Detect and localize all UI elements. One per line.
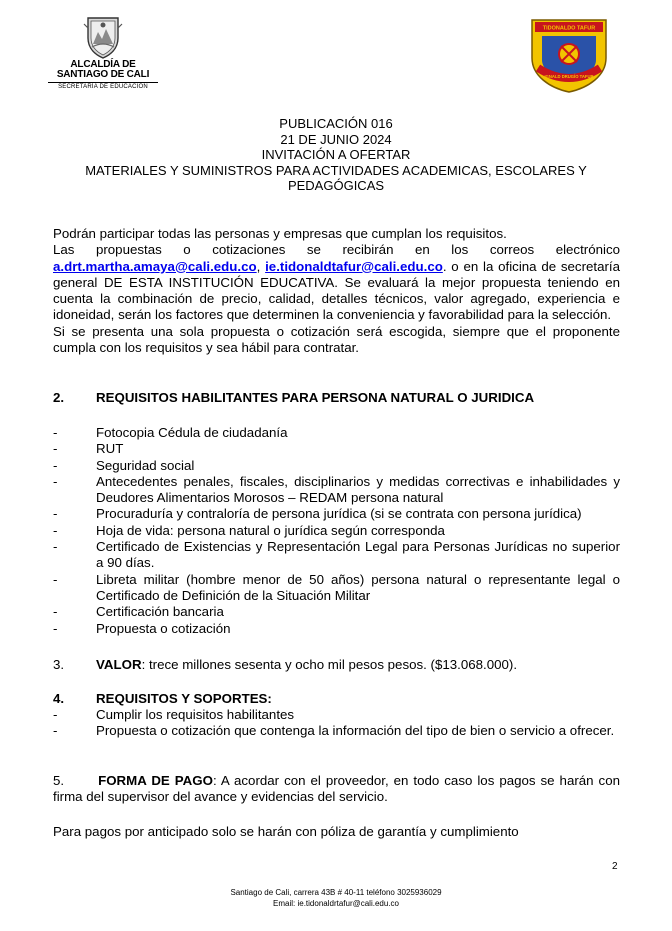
section-5-label: FORMA DE PAGO xyxy=(98,773,213,788)
email-link-coordinator[interactable]: a.drt.martha.amaya@cali.edu.co xyxy=(53,258,257,274)
school-shield-icon xyxy=(528,16,610,94)
alcaldia-logo xyxy=(48,14,158,92)
intro-section xyxy=(53,226,620,356)
list-item: - Procuraduría y contraloría de persona jurídica (si se contrata con persona jurídica) xyxy=(53,506,582,522)
intro-paragraph-3: Si se presenta una sola propuesta o cotización será escogida, siempre que el proponente cumpla con los requisitos y sea hábil para contratar. xyxy=(53,323,620,356)
section-3 xyxy=(53,657,620,673)
section-2-title: REQUISITOS HABILITANTES PARA PERSONA NATURAL O JURIDICA xyxy=(96,390,535,405)
section-4-heading xyxy=(53,691,620,707)
section-4-list xyxy=(53,707,620,740)
list-item: - Fotocopia Cédula de ciudadanía xyxy=(53,425,288,440)
emblem-bottom-text: IGNALD DRUGÍO TAFUR xyxy=(544,74,594,79)
logo-line-2: SANTIAGO DE CALI xyxy=(56,69,150,80)
list-item: - Certificación bancaria xyxy=(53,604,224,620)
section-4-number: 4. xyxy=(53,691,65,706)
list-item: - Seguridad social xyxy=(53,457,195,473)
intro-p2-rest: . o en la oficina de secretaría general DE ESTA INSTITUCIÓN EDUCATIVA. Se evaluará la mejor propuesta teniendo en cuenta la combinación de precio, calidad, detalles técnicos, valor agregado, experiencia e idoneidad, serán los factores que determinen la conveniencia y favorabilidad para la selección. xyxy=(53,258,621,323)
section-3-number: 3. xyxy=(53,657,65,672)
title-invitation: INVITACIÓN A OFERTAR xyxy=(261,147,411,162)
list-item: - RUT xyxy=(53,441,124,457)
list-item: - Propuesta o cotización xyxy=(53,620,231,636)
footer-address: Santiago de Cali, carrera 43B # 40-11 teléfono 3025936029 xyxy=(230,888,442,897)
logo-line-1: ALCALDÍA DE xyxy=(70,59,136,70)
section-2-number: 2. xyxy=(53,390,65,405)
section-5-number: 5. xyxy=(53,773,65,788)
section-5 xyxy=(53,773,620,806)
section-3-text: : trece millones sesenta y ocho mil pesos pesos. ($13.068.000). xyxy=(141,657,518,672)
list-dash: - xyxy=(53,522,58,538)
list-item: - Cumplir los requisitos habilitantes xyxy=(53,707,295,722)
list-dash: - xyxy=(53,707,58,722)
email-separator: , xyxy=(256,258,266,274)
list-dash: - xyxy=(53,425,58,440)
section-2-heading xyxy=(53,390,620,406)
closing-note: Para pagos por anticipado solo se harán con póliza de garantía y cumplimiento xyxy=(53,824,519,839)
list-dash: - xyxy=(53,441,58,457)
publication-title xyxy=(48,116,624,194)
list-item: - Hoja de vida: persona natural o jurídica según corresponda xyxy=(53,522,445,538)
list-dash: - xyxy=(53,506,58,522)
emblem-top-text: TIDONALDO TAFUR xyxy=(542,25,596,32)
list-dash: - xyxy=(53,604,58,620)
list-dash: - xyxy=(53,539,58,555)
intro-paragraph-2 xyxy=(53,242,620,323)
intro-p2-lead: Las propuestas o cotizaciones se recibirán en los correos electrónico xyxy=(53,242,620,258)
list-item: - Libreta militar (hombre menor de 50 años) persona natural o representante legal o Certificado de Definición de la Situación Militar xyxy=(53,571,620,603)
title-subject-2: PEDAGÓGICAS xyxy=(287,178,385,193)
list-item: - Propuesta o cotización que contenga la información del tipo de bien o servicio a ofrecer. xyxy=(53,723,615,739)
section-5-text: : A acordar con el proveedor, en todo caso los pagos se harán con firma del supervisor del avance y evidencias del servicio. xyxy=(53,773,620,805)
intro-paragraph-1: Podrán participar todas las personas y empresas que cumplan los requisitos. xyxy=(53,226,507,241)
title-date: 21 DE JUNIO 2024 xyxy=(280,131,392,147)
page-number: 2 xyxy=(612,861,618,872)
page-footer xyxy=(0,887,672,909)
section-4-title: REQUISITOS Y SOPORTES: xyxy=(96,691,272,706)
section-2-list xyxy=(53,425,620,637)
email-link-institution[interactable]: ie.tidonaldtafur@cali.edu.co xyxy=(265,258,443,274)
list-dash: - xyxy=(53,571,58,587)
section-3-label: VALOR xyxy=(96,657,142,672)
footer-email: Email: ie.tidonaldrtafur@cali.edu.co xyxy=(273,899,399,908)
school-emblem xyxy=(528,16,610,94)
list-dash: - xyxy=(53,457,58,473)
list-item: - Certificado de Existencias y Representación Legal para Personas Jurídicas no superior a 90 días. xyxy=(53,539,620,571)
coat-of-arms-icon xyxy=(80,14,126,60)
title-subject-1: MATERIALES Y SUMINISTROS PARA ACTIVIDADES ACADEMICAS, ESCOLARES Y xyxy=(85,162,587,178)
title-publication: PUBLICACIÓN 016 xyxy=(279,116,393,131)
list-dash: - xyxy=(53,473,58,489)
list-dash: - xyxy=(53,620,58,636)
list-dash: - xyxy=(53,723,58,739)
list-item: - Antecedentes penales, fiscales, disciplinarios y medidas correctivas e inhabilidades y Deudores Alimentarios Morosos – REDAM persona natural xyxy=(53,473,620,506)
logo-line-3: SECRETARÍA DE EDUCACIÓN xyxy=(48,82,158,92)
